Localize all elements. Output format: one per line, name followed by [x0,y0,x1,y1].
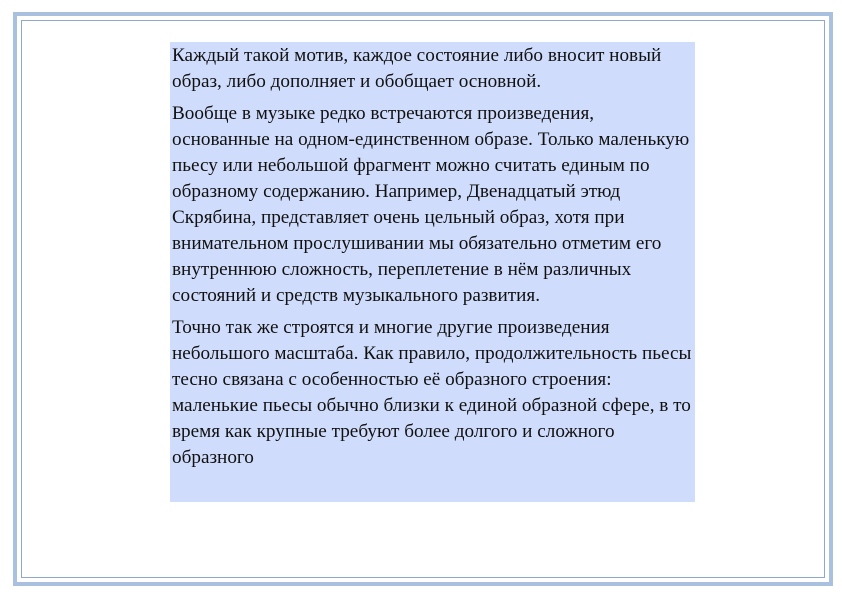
paragraph-3: Точно так же строятся и многие другие произведения небольшого масштаба. Как правило, продолжительность пьесы тесно связана с особенностью её образного строения: маленькие пьесы обычно близки к единой образной сфере, в то время как крупные требуют более долгого и сложного образного [172,317,692,468]
text-block [170,42,695,502]
paragraph-2: Вообще в музыке редко встречаются произведения, основанные на одном-единственном образе. Только маленькую пьесу или небольшой фрагмент можно считать единым по образному содержанию. Например, Двенадцатый этюд Скрябина, представляет очень цельный образ, хотя при внимательном прослушивании мы обязательно отметим его внутреннюю сложность, переплетение в нём различных состояний и средств музыкального развития. [172,103,690,306]
paragraph-1: Каждый такой мотив, каждое состояние либо вносит новый образ, либо дополняет и обобщает основной. [172,45,662,92]
